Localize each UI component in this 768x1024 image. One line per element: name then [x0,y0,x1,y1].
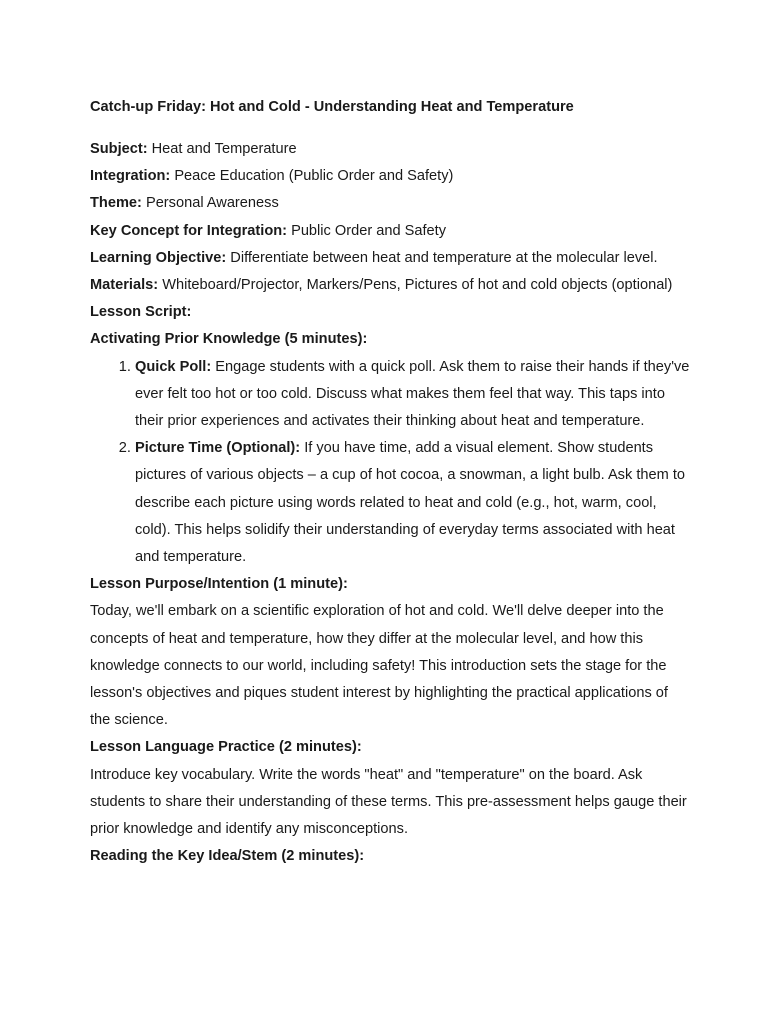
meta-value: Public Order and Safety [287,222,447,239]
meta-value: Peace Education (Public Order and Safety) [170,168,454,185]
meta-materials [90,272,690,299]
activating-list [90,354,690,572]
list-item-label: Quick Poll: [135,358,212,375]
meta-value: Differentiate between heat and temperature at the molecular level. [226,249,658,266]
meta-label: Subject: [90,141,148,157]
meta-label: Key Concept for Integration: [90,222,288,239]
list-item [135,435,690,571]
purpose-heading: Lesson Purpose/Intention (1 minute): [90,576,348,593]
meta-label: Integration: [90,168,171,185]
purpose-paragraph: Today, we'll embark on a scientific exploration of hot and cold. We'll delve deeper into the concepts of heat and temperature, how they differ at the molecular level, and how this knowledge connects to our world, including safety! This introduction sets the stage for the lesson's objectives and piques student interest by highlighting the practical applications of the science. [90,603,668,729]
list-item-text: If you have time, add a visual element. Show students pictures of various objects – a cup of hot cocoa, a snowman, a light bulb. Ask them to describe each picture using words related to heat and cold (e.g., hot, warm, cool, cold). This helps solidify their understanding of everyday terms associated with heat and temperature. [135,440,686,566]
lesson-script-heading: Lesson Script: [90,304,192,321]
list-item-label: Picture Time (Optional): [135,440,301,457]
activating-heading: Activating Prior Knowledge (5 minutes): [90,331,368,348]
meta-label: Theme: [90,195,142,212]
meta-value: Whiteboard/Projector, Markers/Pens, Pictures of hot and cold objects (optional) [158,277,673,294]
language-heading: Lesson Language Practice (2 minutes): [90,739,362,756]
document-page [90,94,690,870]
meta-label: Learning Objective: [90,249,227,266]
meta-learning-objective [90,245,690,272]
meta-value: Heat and Temperature [147,141,297,157]
meta-theme [90,190,690,217]
reading-heading: Reading the Key Idea/Stem (2 minutes): [90,848,365,865]
list-item-text: Engage students with a quick poll. Ask them to raise their hands if they've ever felt too hot or too cold. Discuss what makes them feel that way. This taps into their prior experiences and activates their thinking about heat and temperature. [135,358,690,430]
document-title: Catch-up Friday: Hot and Cold - Understanding Heat and Temperature [90,99,574,115]
meta-value: Personal Awareness [141,195,279,212]
meta-label: Materials: [90,277,159,294]
meta-integration [90,163,690,190]
meta-key-concept [90,218,690,245]
list-item [135,354,690,436]
meta-subject [90,136,690,163]
language-paragraph: Introduce key vocabulary. Write the words "heat" and "temperature" on the board. Ask students to share their understanding of these terms. This pre-assessment helps gauge their prior knowledge and identify any misconceptions. [90,766,687,838]
